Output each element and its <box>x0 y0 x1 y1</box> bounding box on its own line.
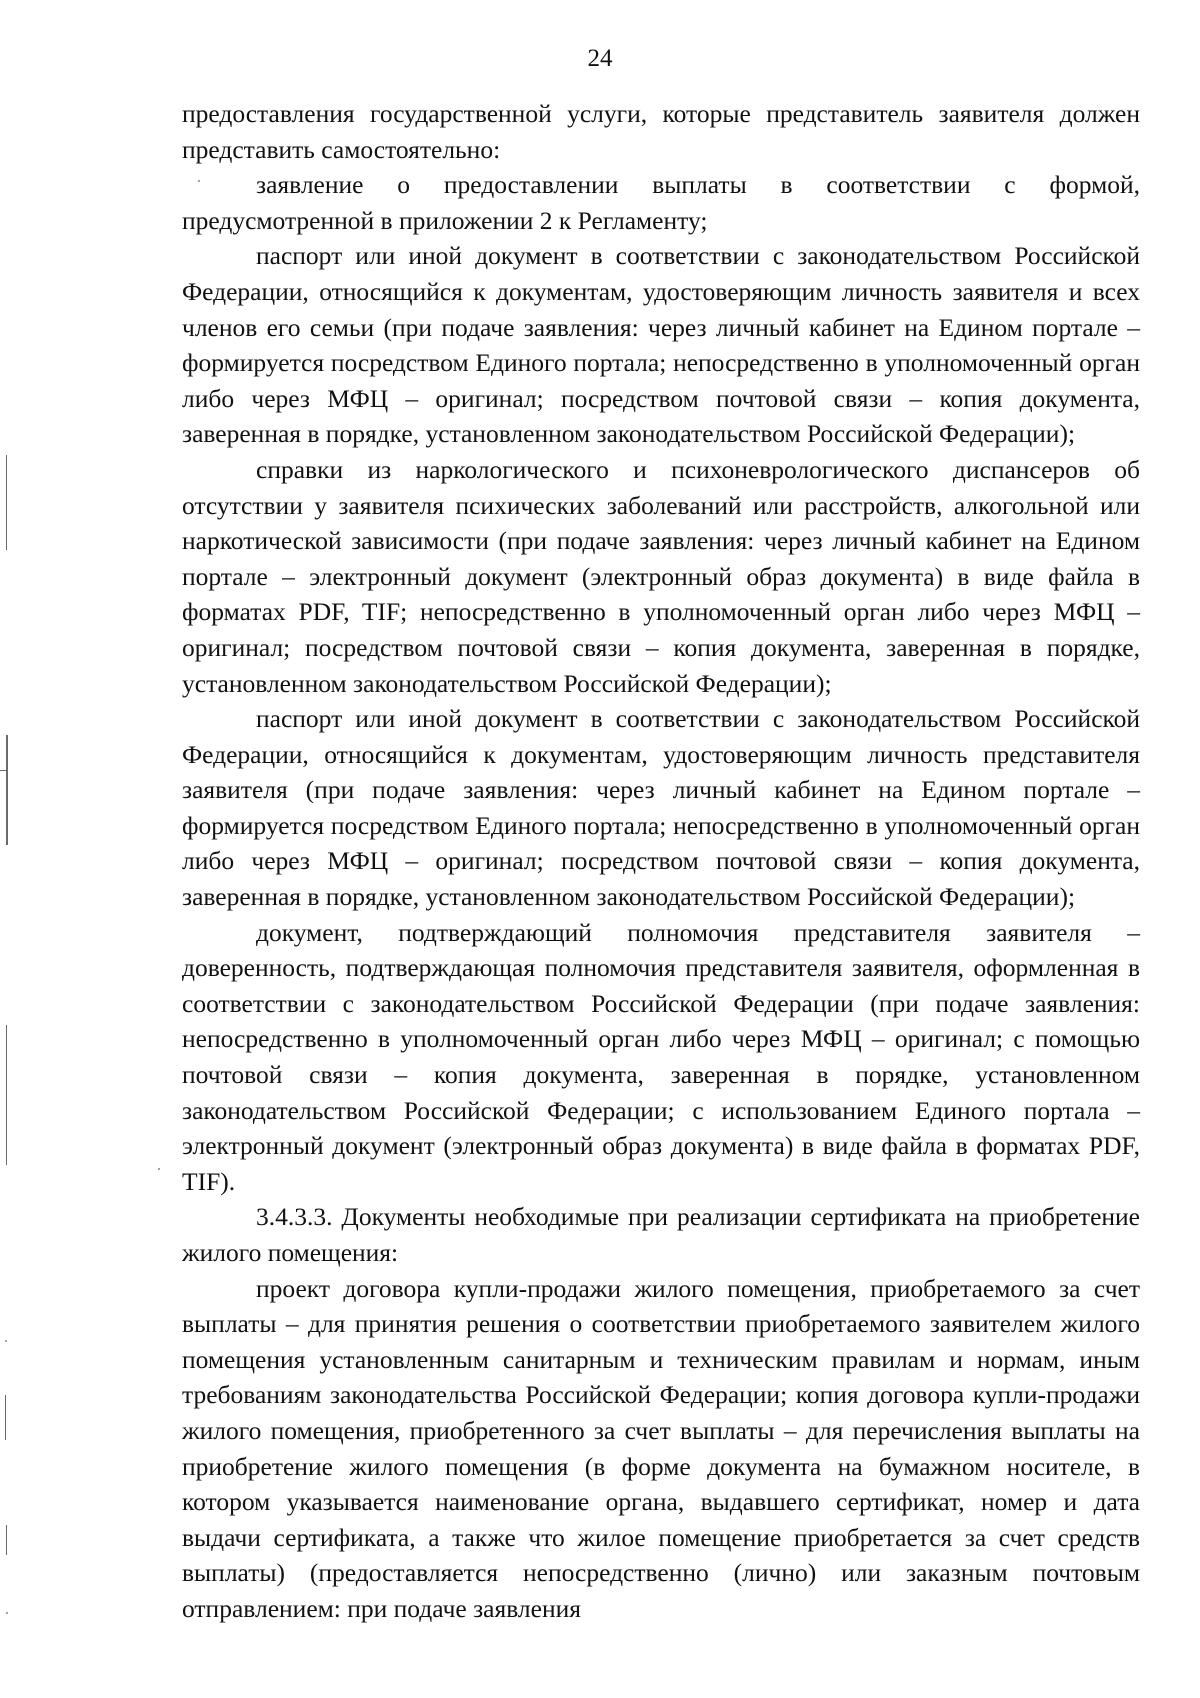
paragraph-application-form: заявление о предоставлении выплаты в соответствии с формой, предусмотренной в приложении 2 к Регламенту; <box>182 170 1140 235</box>
scan-artifact-line <box>6 1025 7 1165</box>
scan-artifact-line <box>6 1525 7 1555</box>
paragraph-representative-passport: паспорт или иной документ в соответствии с законодательством Российской Федерации, относящийся к документам, удостоверяющим личность представителя заявителя (при подаче заявления: через личный кабинет на Едином портале – формируется посредством Единого портала; непосредственно в уполномоченный орган либо через МФЦ – оригинал; посредством почтовой связи – копия документа, заверенная в порядке, установленном законодательством Российской Федерации); <box>182 704 1140 912</box>
scan-artifact-line <box>6 455 7 550</box>
scan-artifact-line <box>0 770 7 771</box>
paragraph-purchase-contract: проект договора купли-продажи жилого помещения, приобретаемого за счет выплаты – для принятия решения о соответствии приобретаемого заявителем жилого помещения установленным санитарным и техническим правилам и нормам, иным требованиям законодательства Российской Федерации; копия договора купли-продажи жилого помещения, приобретенного за счет выплаты – для перечисления выплаты на приобретение жилого помещения (в форме документа на бумажном носителе, в котором указывается наименование органа, выдавшего сертификат, номер и дата выдачи сертификата, а также что жилое помещение приобретается за счет средств выплаты) (предоставляется непосредственно (лично) или заказным почтовым отправлением: при подаче заявления <box>182 1273 1140 1623</box>
page-number: 24 <box>587 45 613 72</box>
paragraph-medical-certificates: справки из наркологического и психоневрологического диспансеров об отсутствии у заявителя психических заболеваний или расстройств, алкогольной или наркотической зависимости (при подаче заявления: через личный кабинет на Едином портале – электронный документ (электронный образ документа) в виде файла в форматах PDF, TIF; непосредственно в уполномоченный орган либо через МФЦ – оригинал; посредством почтовой связи – копия документа, заверенная в порядке, установленном законодательством Российской Федерации); <box>182 454 1140 698</box>
scan-artifact-dot <box>198 180 200 182</box>
paragraph-continuation: предоставления государственной услуги, которые представитель заявителя должен представить самостоятельно: <box>182 99 1140 164</box>
scan-artifact-line <box>5 1395 6 1440</box>
paragraph-section-3-4-3-3: 3.4.3.3. Документы необходимые при реализации сертификата на приобретение жилого помещения: <box>182 1202 1140 1267</box>
paragraph-power-of-attorney: документ, подтверждающий полномочия представителя заявителя – доверенность, подтверждающая полномочия представителя заявителя, оформленная в соответствии с законодательством Российской Федерации (при подаче заявления: непосредственно в уполномоченный орган либо через МФЦ – оригинал; с помощью почтовой связи – копия документа, заверенная в порядке, установленном законодательством Российской Федерации; с использованием Единого портала – электронный документ (электронный образ документа) в виде файла в форматах PDF, TIF). <box>182 917 1140 1196</box>
scan-artifact-dot <box>6 1612 8 1614</box>
scan-artifact-line <box>6 735 8 845</box>
scan-artifact-dot <box>158 1168 160 1170</box>
scan-artifact-dot <box>5 1340 7 1342</box>
document-body <box>182 96 1140 1627</box>
paragraph-applicant-passport: паспорт или иной документ в соответствии с законодательством Российской Федерации, относящийся к документам, удостоверяющим личность заявителя и всех членов его семьи (при подаче заявления: через личный кабинет на Едином портале – формируется посредством Единого портала; непосредственно в уполномоченный орган либо через МФЦ – оригинал; посредством почтовой связи – копия документа, заверенная в порядке, установленном законодательством Российской Федерации); <box>182 241 1140 449</box>
